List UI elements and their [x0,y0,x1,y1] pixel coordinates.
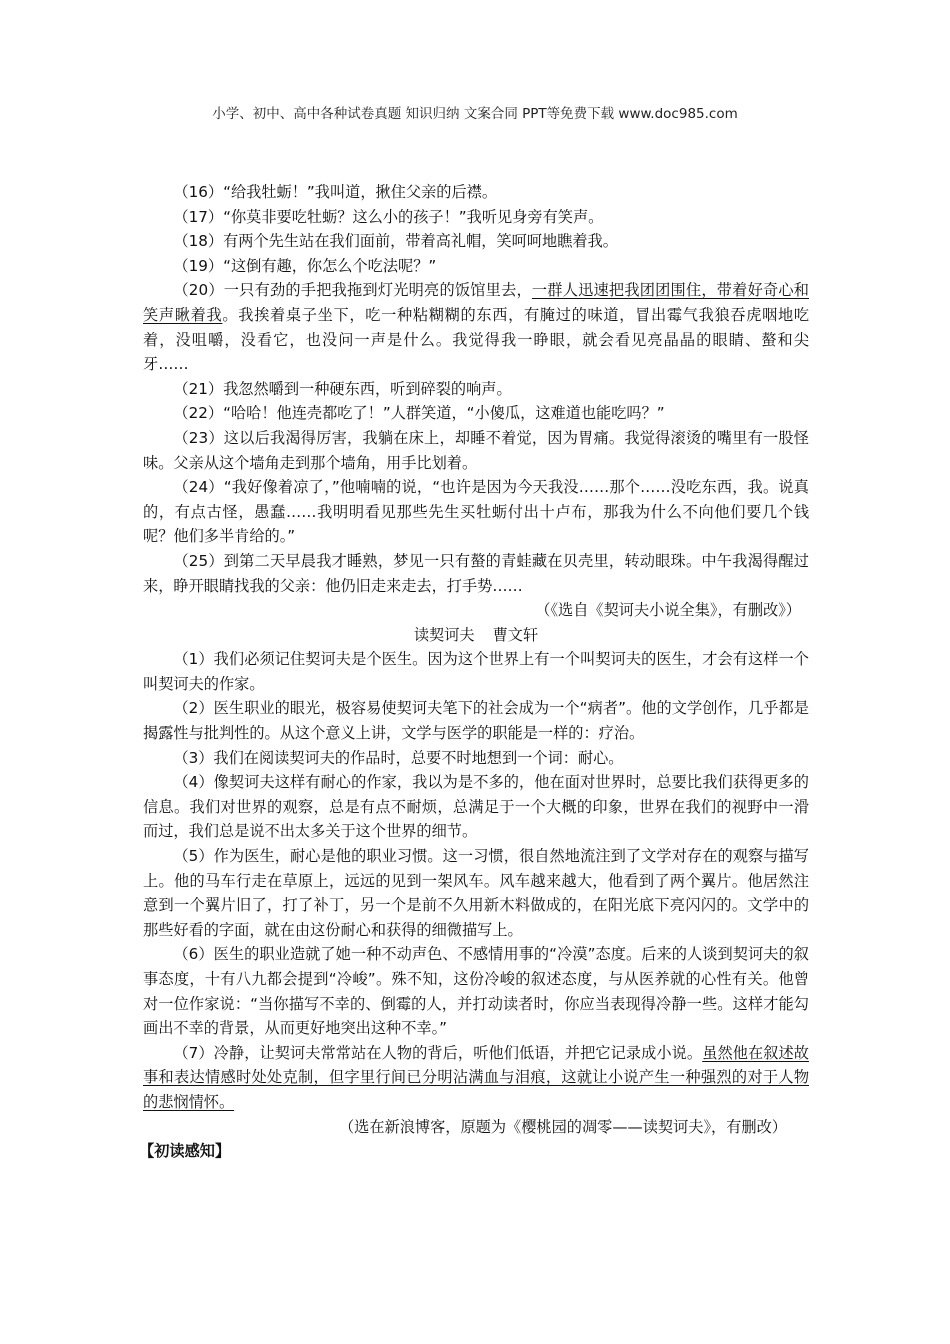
document-body [139,180,810,1164]
paragraph-22: （22）“哈哈！他连壳都吃了！”人群笑道，“小傻瓜，这难道也能吃吗？” [173,404,665,423]
story-source: （《选自《契诃夫小说全集》，有删改》） [535,601,801,620]
essay-paragraph-2: （2）医生职业的眼光，极容易使契诃夫笔下的社会成为一个“病者”。他的文学创作，几乎都是揭露性与批判性的。从这个意义上讲，文学与医学的职能是一样的：疗治。 [143,699,809,743]
paragraph-19: （19）“这倒有趣，你怎么个吃法呢？” [173,256,437,275]
paragraph-24: （24）“我好像着凉了，”他喃喃的说，“也许是因为今天我没……那个……没吃东西，我。说真的，有点古怪，愚蠢……我明明看见那些先生买牡蛎付出十卢布，那我为什么不向他们要几个钱呢？他们多半肯给的。” [143,478,809,546]
underlined-sentence-7: 虽然他在叙述故事和表达情感时处处克制，但字里行间已分明沾满血与泪痕，这就让小说产生一种强烈的对于人物的悲悯情怀。 [143,1043,809,1111]
paragraph-20-rest: 。我挨着桌子坐下，吃一种粘糊糊的东西，有腌过的味道，冒出霉气我狼吞虎咽地吃着，没咀嚼，没看它，也没问一声是什么。我觉得我一睁眼，就会看见亮晶晶的眼睛、螯和尖牙…… [143,305,810,374]
paragraph-25: （25）到第二天早晨我才睡熟，梦见一只有螯的青蛙藏在贝壳里，转动眼珠。中午我渴得醒过来，睁开眼睛找我的父亲：他仍旧走来走去，打手势…… [143,551,809,595]
paragraph-21: （21）我忽然嚼到一种硬东西，听到碎裂的响声。 [173,379,512,398]
underlined-sentence-20: 一群人迅速把我团团围住，带着好奇心和笑声瞅着我 [143,281,809,324]
paragraph-23: （23）这以后我渴得厉害，我躺在床上，却睡不着觉，因为胃痛。我觉得滚烫的嘴里有一股怪味。父亲从这个墙角走到那个墙角，用手比划着。 [143,428,809,472]
essay-paragraph-3: （3）我们在阅读契诃夫的作品时，总要不时地想到一个词：耐心。 [173,748,624,767]
essay-paragraph-4: （4）像契诃夫这样有耐心的作家，我以为是不多的，他在面对世界时，总要比我们获得更多的信息。我们对世界的观察，总是有点不耐烦，总满足于一个大概的印象，世界在我们的视野中一滑而过，我们总是说不出太多关于这个世界的细节。 [143,773,809,841]
essay-author: 曹文轩 [492,625,539,644]
essay-paragraph-7 [143,1041,809,1115]
essay-paragraph-7-start: （7）冷静，让契诃夫常常站在人物的背后，听他们低语，并把它记录成小说。 [173,1043,703,1062]
essay-paragraph-5: （5）作为医生，耐心是他的职业习惯。这一习惯，很自然地流注到了文学对存在的观察与描写上。他的马车行走在草原上，远远的见到一架风车。风车越来越大，他看到了两个翼片。他居然注意到一个翼片旧了，打了补丁，另一个是前不久用新木料做成的，在阳光底下亮闪闪的。文学中的那些好看的字面，就在由这份耐心和获得的细微描写上。 [143,847,809,939]
essay-title: 读契诃夫 [413,625,475,644]
essay-paragraph-6: （6）医生的职业造就了她一种不动声色、不感情用事的“冷漠”态度。后来的人谈到契诃夫的叙事态度，十有八九都会提到“冷峻”。殊不知，这份冷峻的叙述态度，与从医养就的心性有关。他曾对一位作家说：“当你描写不幸的、倒霉的人，并打动读者时，你应当表现得冷静一些。这样才能勾画出不幸的背景，从而更好地突出这种不幸。” [143,945,809,1038]
paragraph-20 [143,278,809,376]
paragraph-20-start: （20）一只有劲的手把我拖到灯光明亮的饭馆里去， [173,281,532,300]
essay-source: （选在新浪博客，原题为《樱桃园的凋零——读契诃夫》，有删改） [338,1117,787,1136]
paragraph-17: （17）“你莫非要吃牡蛎？这么小的孩子！”我听见身旁有笑声。 [173,207,604,226]
paragraph-16: （16）“给我牡蛎！”我叫道，揪住父亲的后襟。 [173,183,498,201]
section-label: 【初读感知】 [139,1142,231,1161]
page-header: 小学、初中、高中各种试卷真题 知识归纳 文案合同 PPT等免费下载 www.doc985.com [212,106,738,122]
essay-paragraph-1: （1）我们必须记住契诃夫是个医生。因为这个世界上有一个叫契诃夫的医生，才会有这样一个叫契诃夫的作家。 [143,650,809,693]
essay-title-line [143,623,809,648]
paragraph-18: （18）有两个先生站在我们面前，带着高礼帽，笑呵呵地瞧着我。 [173,232,618,251]
